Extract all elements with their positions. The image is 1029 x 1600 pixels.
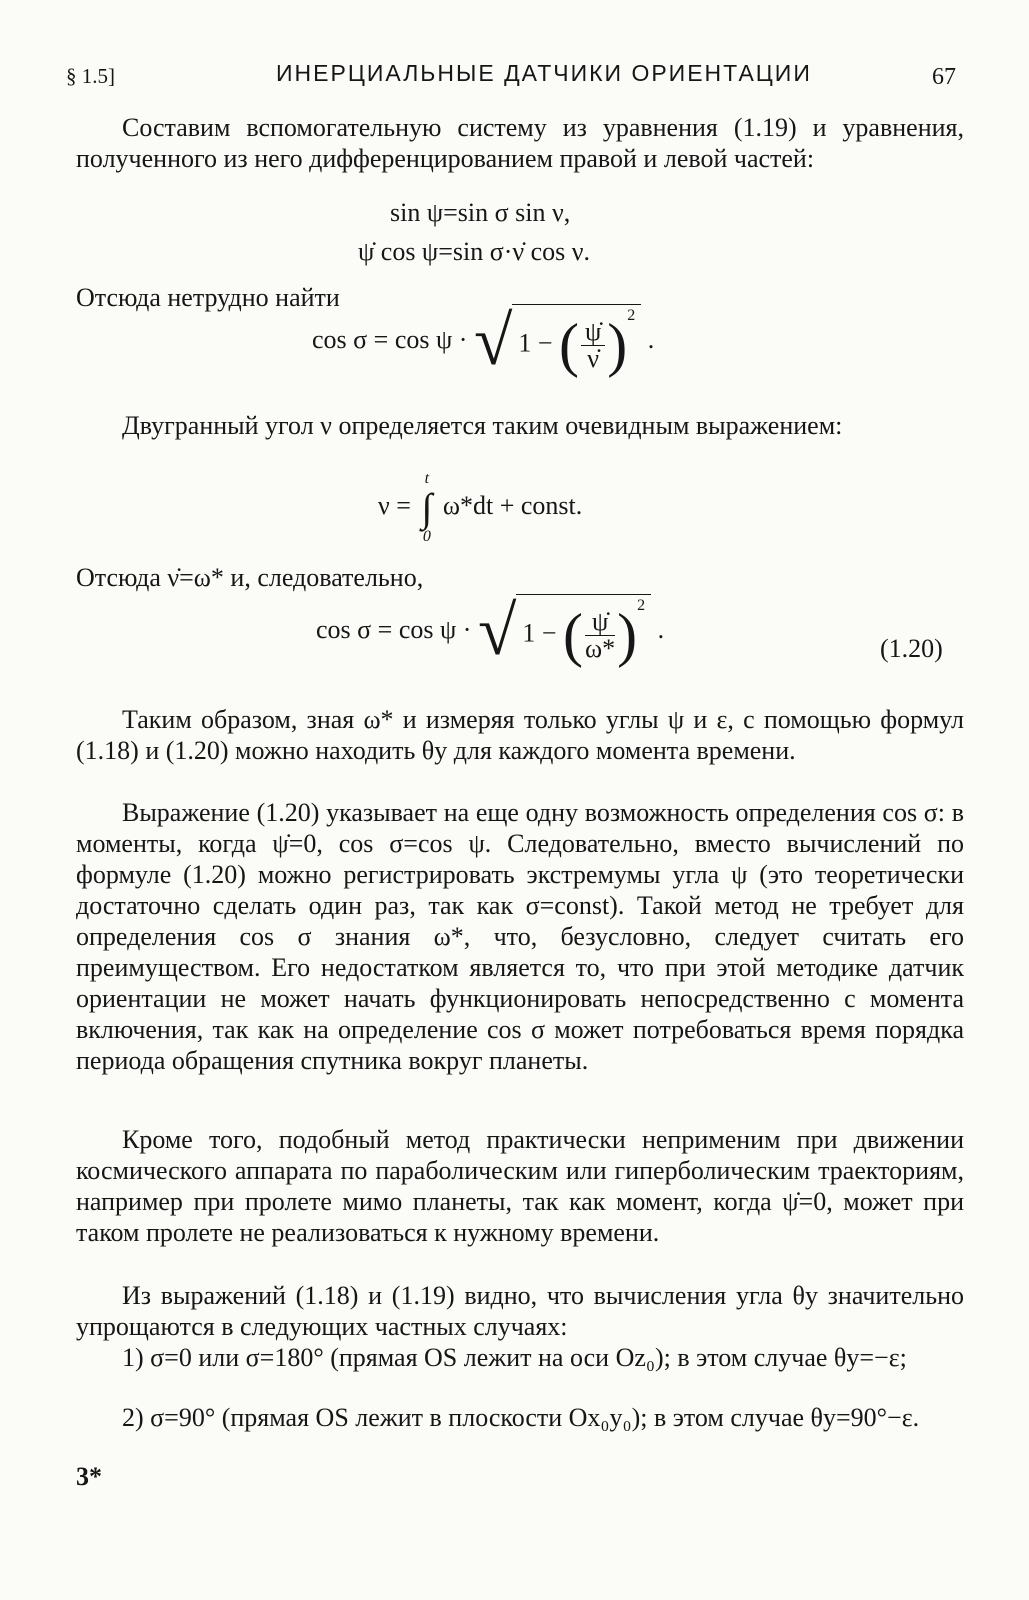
right-paren: ) (607, 312, 628, 378)
one-minus: 1 − (518, 328, 553, 358)
exponent: 2 (637, 597, 646, 614)
sqrt-group (478, 592, 651, 672)
paragraph-5: Таким образом, зная ω* и измеряя только углы ψ и ε, с помощью формул (1.18) и (1.20) можно находить θу для каждого момента времени. (76, 705, 964, 765)
fraction-psi-omega (585, 609, 615, 662)
sqrt-body (512, 304, 641, 380)
fraction-numerator: ψ̇ (581, 319, 605, 346)
paragraph-8: Из выражений (1.18) и (1.19) видно, что вычисления угла θу значительно упрощаются в следующих частных случаях: (76, 1281, 964, 1341)
integral-symbol: ∫ (421, 485, 433, 530)
integral-lower-limit: 0 (422, 528, 431, 545)
formula-left: ν = (378, 490, 411, 520)
fraction-psi-nu (581, 319, 605, 372)
exponent: 2 (627, 307, 636, 324)
integral-body: ω*dt + const. (442, 490, 583, 520)
formula-period: . (657, 614, 665, 644)
signature-mark: 3* (76, 1462, 102, 1491)
integral-upper-limit: t (424, 470, 430, 487)
formula-cos-sigma-omega (316, 592, 664, 672)
paragraph-2: Отсюда нетрудно найти (76, 283, 340, 312)
paragraph-7: Кроме того, подобный метод практически неприменим при движении космического аппарата по параболическим или гиперболическим траекториям, например при пролете мимо планеты, так как момент, когда ψ̇=0, может при таком пролете не реализоваться к нужному времени. (76, 1125, 964, 1247)
formula-left: cos σ = cos ψ · (316, 614, 472, 644)
left-paren: ( (559, 312, 580, 378)
formula-cos-sigma-nu (312, 302, 654, 382)
fraction-numerator: ψ̇ (585, 609, 615, 636)
equation-number: (1.20) (880, 634, 943, 663)
sqrt-sign: √ (473, 303, 513, 380)
paragraph-1: Составим вспомогательную систему из уравнения (1.19) и уравнения, полученного из него дифференцированием правой и левой частей: (76, 113, 964, 173)
formula-sin-psi: sin ψ=sin σ sin ν, (390, 198, 571, 227)
section-marker: § 1.5] (66, 64, 115, 88)
formula-nu-integral (378, 470, 582, 546)
case-1: 1) σ=0 или σ=180° (прямая OS лежит на оси Oz₀); в этом случае θу=−ε; (122, 1343, 907, 1372)
paragraph-3: Двугранный угол ν определяется таким очевидным выражением: (122, 411, 843, 440)
running-header (66, 58, 956, 98)
formula-period: . (647, 324, 655, 354)
case-2: 2) σ=90° (прямая OS лежит в плоскости Ox₀y₀); в этом случае θу=90°−ε. (122, 1403, 920, 1432)
right-paren: ) (617, 602, 638, 668)
sqrt-sign: √ (477, 593, 517, 670)
one-minus: 1 − (522, 618, 557, 648)
paragraph-4: Отсюда ν̇=ω* и, следовательно, (76, 563, 424, 592)
formula-left: cos σ = cos ψ · (312, 324, 468, 354)
integral-sign (421, 470, 432, 546)
fraction-denominator: ω* (585, 634, 616, 663)
left-paren: ( (563, 602, 584, 668)
page-number: 67 (932, 64, 956, 90)
fraction-denominator: ν̇ (587, 344, 600, 373)
paragraph-6: Выражение (1.20) указывает на еще одну возможность определения cos σ: в моменты, когда ψ̇=0, cos σ=cos ψ. Следовательно, вместо вычислений по формуле (1.20) можно регистрировать экстремумы угла ψ (это теоретически достаточно сделать один раз, так как σ=const). Такой метод не требует для определения cos σ знания ω*, что, безусловно, следует считать его преимуществом. Его недостатком является то, что при этой методике датчик ориентации не может начать функционировать непосредственно с момента включения, так как на определение cos σ может потребоваться время порядка периода обращения спутника вокруг планеты. (76, 798, 964, 1075)
sqrt-group (474, 302, 641, 382)
sqrt-body (516, 594, 651, 670)
running-title: ИНЕРЦИАЛЬНЫЕ ДАТЧИКИ ОРИЕНТАЦИИ (276, 60, 812, 86)
formula-psi-dot: ψ̇ cos ψ=sin σ·ν̇ cos ν. (358, 237, 591, 266)
